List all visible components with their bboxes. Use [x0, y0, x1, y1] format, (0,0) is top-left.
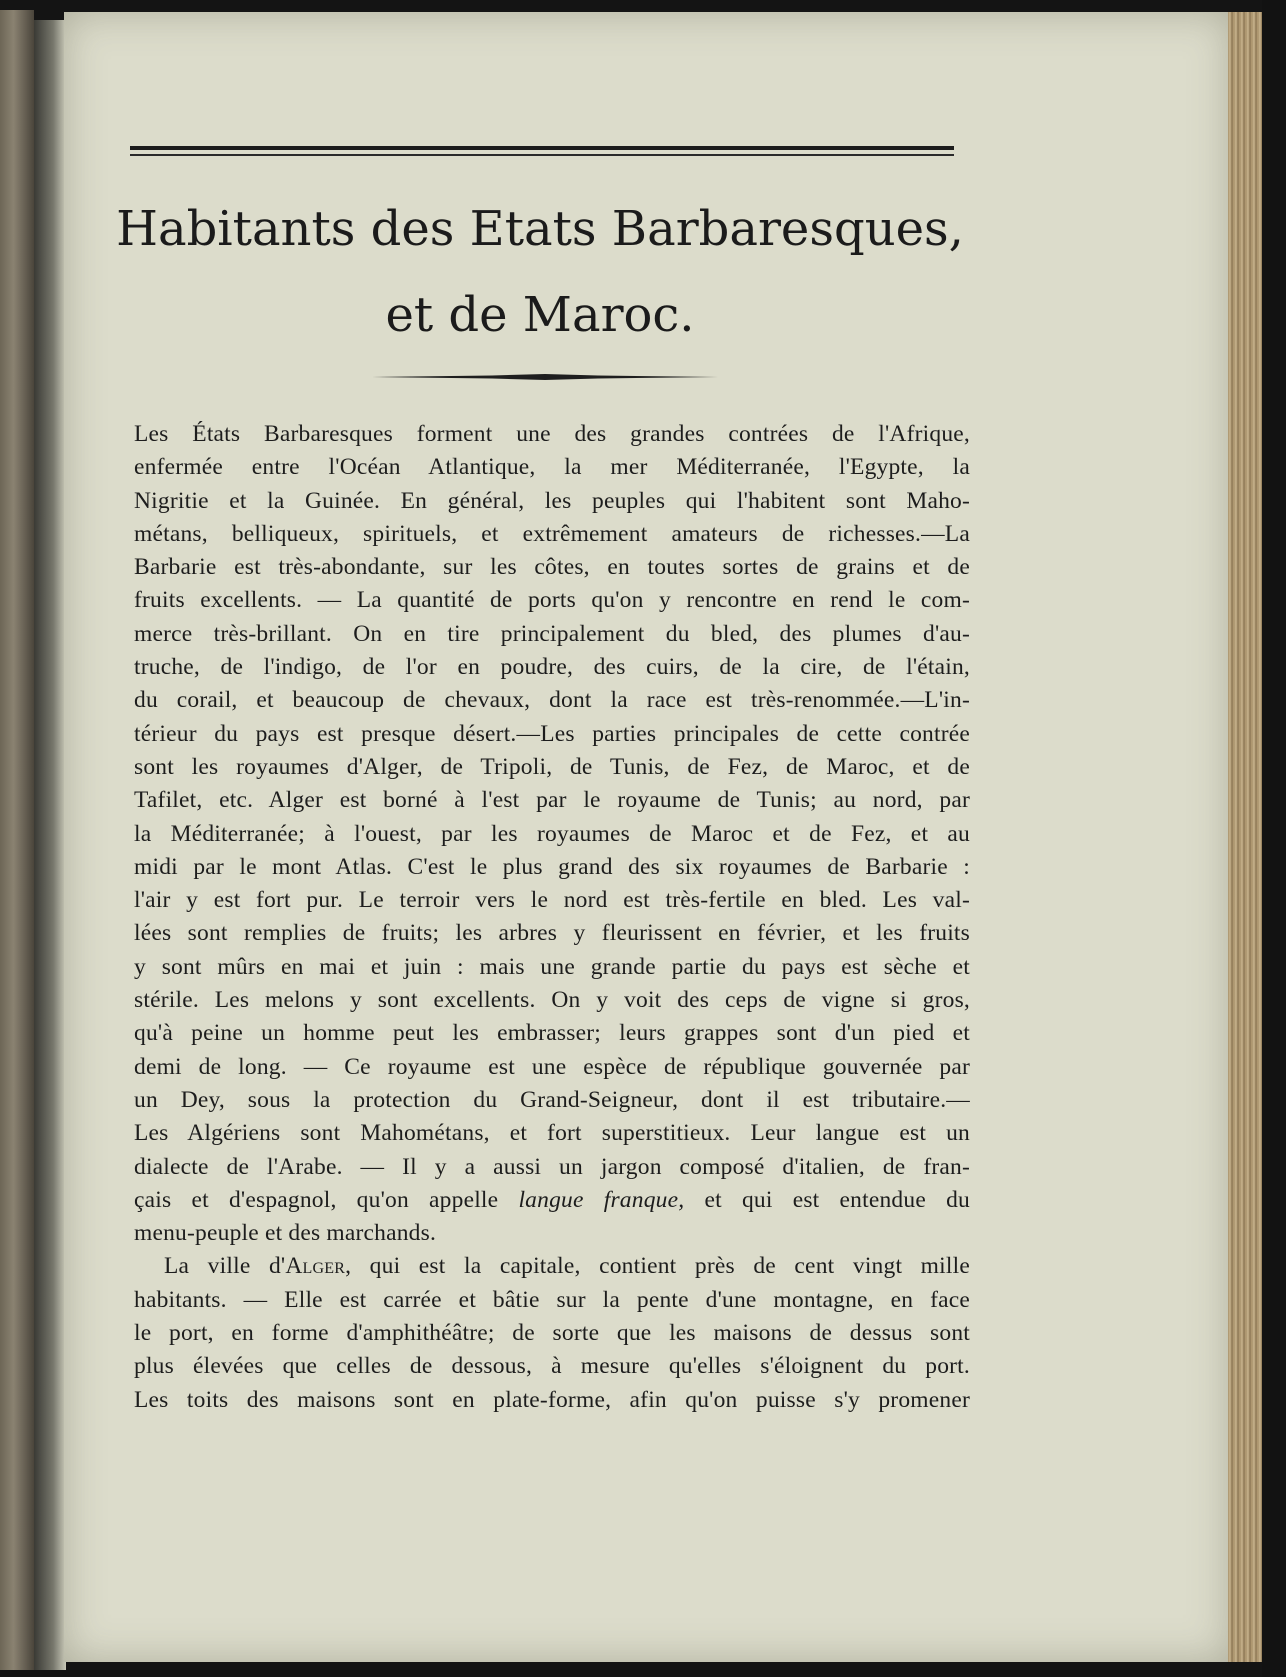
text-line: Les États Barbaresques forment une des grandes contrées de l'Afrique, — [134, 421, 970, 447]
text-line: sont les royaumes d'Alger, de Tripoli, de Tunis, de Fez, de Maroc, et de — [134, 753, 970, 780]
text-line: térieur du pays est presque désert.—Les parties principales de cette contrée — [134, 720, 970, 747]
text-line: du corail, et beaucoup de chevaux, dont la race est très-renommée.—L'in- — [134, 687, 970, 714]
page-stack-edge — [1228, 12, 1264, 1662]
text-line: la Méditerranée; à l'ouest, par les royaumes de Maroc et de Fez, et au — [134, 820, 970, 847]
text-line: l'air y est fort pur. Le terroir vers le nord est très-fertile en bled. Les val- — [134, 887, 970, 914]
text-line: qu'à peine un homme peut les embrasser; leurs grappes sont d'un pied et — [134, 1020, 970, 1047]
smallcaps-term: Alger — [285, 1253, 346, 1280]
text-line — [134, 1184, 970, 1217]
text-line: métans, belliqueux, spirituels, et extrêmement amateurs de richesses.—La — [134, 520, 970, 547]
scan-border — [1262, 0, 1286, 1677]
text-line: midi par le mont Atlas. C'est le plus grand des six royaumes de Barbarie : — [134, 853, 970, 880]
text-line: Les toits des maisons sont en plate-forme, afin qu'on puisse s'y promener — [134, 1386, 970, 1413]
text-line: merce très-brillant. On en tire principalement du bled, des plumes d'au- — [134, 620, 970, 647]
paragraph-1 — [134, 418, 970, 1250]
text-line: enfermée entre l'Océan Atlantique, la mer Méditerranée, l'Egypte, la — [134, 454, 970, 481]
text-line: Nigritie et la Guinée. En général, les peuples qui l'habitent sont Maho- — [134, 487, 970, 514]
text-line: truche, de l'indigo, de l'or en poudre, des cuirs, de la cire, de l'étain, — [134, 654, 970, 681]
text-segment: , qui est la capitale, contient près de cent vingt mille — [345, 1253, 970, 1280]
text-line: stérile. Les melons y sont excellents. On y voit des ceps de vigne si gros, — [134, 987, 970, 1014]
text-line: Barbarie est très-abondante, sur les côtes, en toutes sortes de grains et de — [134, 554, 970, 581]
header-double-rule — [130, 146, 954, 156]
text-line: un Dey, sous la protection du Grand-Seigneur, dont il est tributaire.— — [134, 1086, 970, 1113]
italic-term: langue franque, — [518, 1186, 685, 1213]
text-segment: La ville d' — [164, 1253, 286, 1280]
text-line: lées sont remplies de fruits; les arbres y fleurissent en février, et les fruits — [134, 920, 970, 947]
text-line: menu-peuple et des marchands. — [134, 1220, 437, 1247]
ornament-rule-icon — [372, 372, 718, 382]
text-line: dialecte de l'Arabe. — Il y a aussi un jargon composé d'italien, de fran- — [134, 1153, 970, 1180]
text-line: habitants. — Elle est carrée et bâtie sur la pente d'une montagne, en face — [134, 1286, 970, 1313]
text-line: y sont mûrs en mai et juin : mais une grande partie du pays est sèche et — [134, 953, 970, 980]
text-line: fruits excellents. — La quantité de ports qu'on y rencontre en rend le com- — [134, 587, 970, 614]
title-line-2: et de Maroc. — [385, 287, 695, 343]
text-line: demi de long. — Ce royaume est une espèce de république gouvernée par — [134, 1053, 970, 1080]
text-segment: çais et d'espagnol, qu'on appelle — [134, 1186, 499, 1213]
text-line: le port, en forme d'amphithéâtre; de sorte que les maisons de dessus sont — [134, 1320, 970, 1347]
title-line-1: Habitants des Etats Barbaresques, — [116, 201, 964, 257]
paragraph-2 — [134, 1250, 970, 1416]
body-text — [134, 418, 970, 1417]
text-segment: et qui est entendue du — [704, 1186, 970, 1213]
page-title — [100, 186, 980, 358]
text-line: plus élevées que celles de dessous, à mesure qu'elles s'éloignent du port. — [134, 1353, 970, 1380]
title-ornament-rule — [372, 372, 718, 382]
gutter-shadow — [34, 20, 66, 1670]
text-line: Tafilet, etc. Alger est borné à l'est par le royaume de Tunis; au nord, par — [134, 787, 970, 814]
facing-page-edge — [0, 10, 34, 1670]
text-line: Les Algériens sont Mahométans, et fort superstitieux. Leur langue est un — [134, 1120, 970, 1147]
text-line — [134, 1250, 970, 1283]
